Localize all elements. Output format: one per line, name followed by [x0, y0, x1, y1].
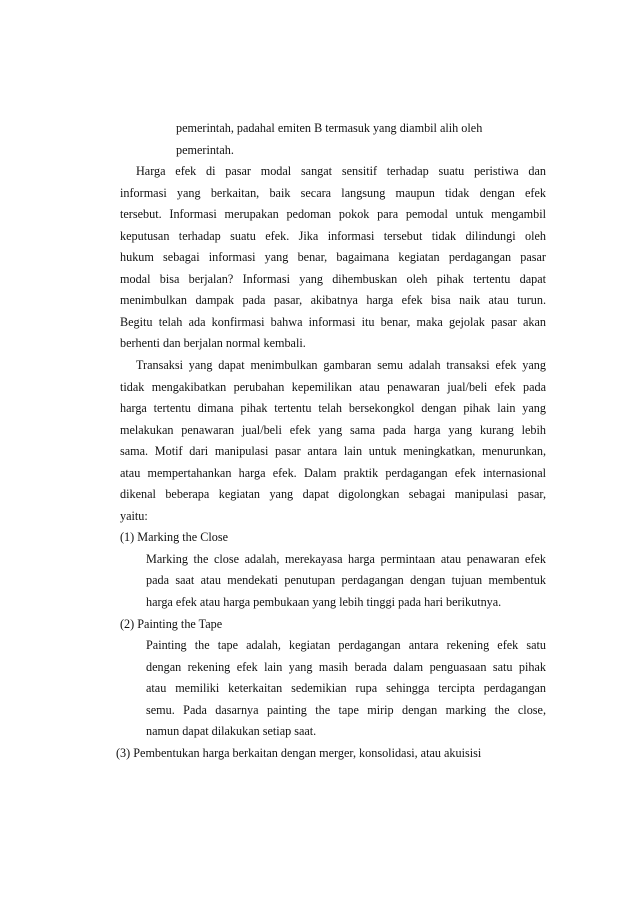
paragraph-line: atau mempertahankan harga efek. Dalam praktik perdagangan efek internasional	[120, 465, 546, 480]
paragraph-line: sama. Motif dari manipulasi pasar antara lain untuk meningkatkan, menurunkan,	[120, 444, 546, 459]
paragraph-line: Harga efek di pasar modal sangat sensitif terhadap suatu peristiwa dan	[136, 164, 546, 179]
list-item-line: dengan rekening efek lain yang masih berada dalam penguasaan satu pihak	[146, 659, 546, 674]
paragraph-line: yaitu:	[120, 508, 148, 523]
list-item-line: namun dapat dilakukan setiap saat.	[146, 724, 317, 739]
list-item-heading: (1) Marking the Close	[120, 530, 228, 545]
page-body	[116, 118, 546, 764]
paragraph-line: dikenal beberapa kegiatan yang dapat digolongkan sebagai manipulasi pasar,	[120, 487, 546, 502]
list-item-line: atau memiliki keterkaitan sedemikian rupa sehingga tercipta perdagangan	[146, 681, 546, 696]
list-item-line: Marking the close adalah, merekayasa harga permintaan atau penawaran efek	[146, 551, 546, 566]
list-item-line: pada saat atau mendekati penutupan perdagangan dengan tujuan membentuk	[146, 573, 546, 588]
paragraph-line: Begitu telah ada konfirmasi bahwa informasi itu benar, maka gejolak pasar akan	[120, 314, 546, 329]
continuation-line: pemerintah, padahal emiten B termasuk yang diambil alih oleh	[176, 121, 483, 135]
list-item-heading: (3) Pembentukan harga berkaitan dengan merger, konsolidasi, atau akuisisi	[116, 745, 482, 760]
paragraph-line: tidak mengakibatkan perubahan kepemilikan atau penawaran jual/beli efek pada	[120, 379, 546, 394]
paragraph-line: informasi yang berkaitan, baik secara langsung maupun tidak dengan efek	[120, 185, 546, 200]
list-item-heading: (2) Painting the Tape	[120, 616, 223, 631]
paragraph-line: modal bisa berjalan? Informasi yang dihembuskan oleh pihak tertentu dapat	[120, 271, 546, 286]
paragraph-line: hukum sebagai informasi yang benar, bagaimana kegiatan perdagangan pasar	[120, 250, 546, 265]
list-item-line: semu. Pada dasarnya painting the tape mirip dengan marking the close,	[146, 702, 546, 717]
list-item-line: harga efek atau harga pembukaan yang lebih tinggi pada hari berikutnya.	[146, 595, 502, 610]
paragraph-line: harga tertentu dimana pihak tertentu telah bersekongkol dengan pihak lain yang	[120, 401, 546, 416]
paragraph-line: menimbulkan dampak pada pasar, akibatnya harga efek bisa naik atau turun.	[120, 293, 546, 308]
paragraph-line: berhenti dan berjalan normal kembali.	[120, 336, 306, 351]
list-item-line: Painting the tape adalah, kegiatan perdagangan antara rekening efek satu	[146, 638, 546, 653]
continuation-line: pemerintah.	[176, 142, 234, 157]
paragraph-line: Transaksi yang dapat menimbulkan gambaran semu adalah transaksi efek yang	[136, 358, 546, 373]
paragraph-line: tersebut. Informasi merupakan pedoman pokok para pemodal untuk mengambil	[120, 207, 546, 222]
paragraph-line: melakukan penawaran jual/beli efek yang sama pada harga yang kurang lebih	[120, 422, 546, 437]
paragraph-line: keputusan terhadap suatu efek. Jika informasi tersebut tidak dilindungi oleh	[120, 228, 546, 243]
